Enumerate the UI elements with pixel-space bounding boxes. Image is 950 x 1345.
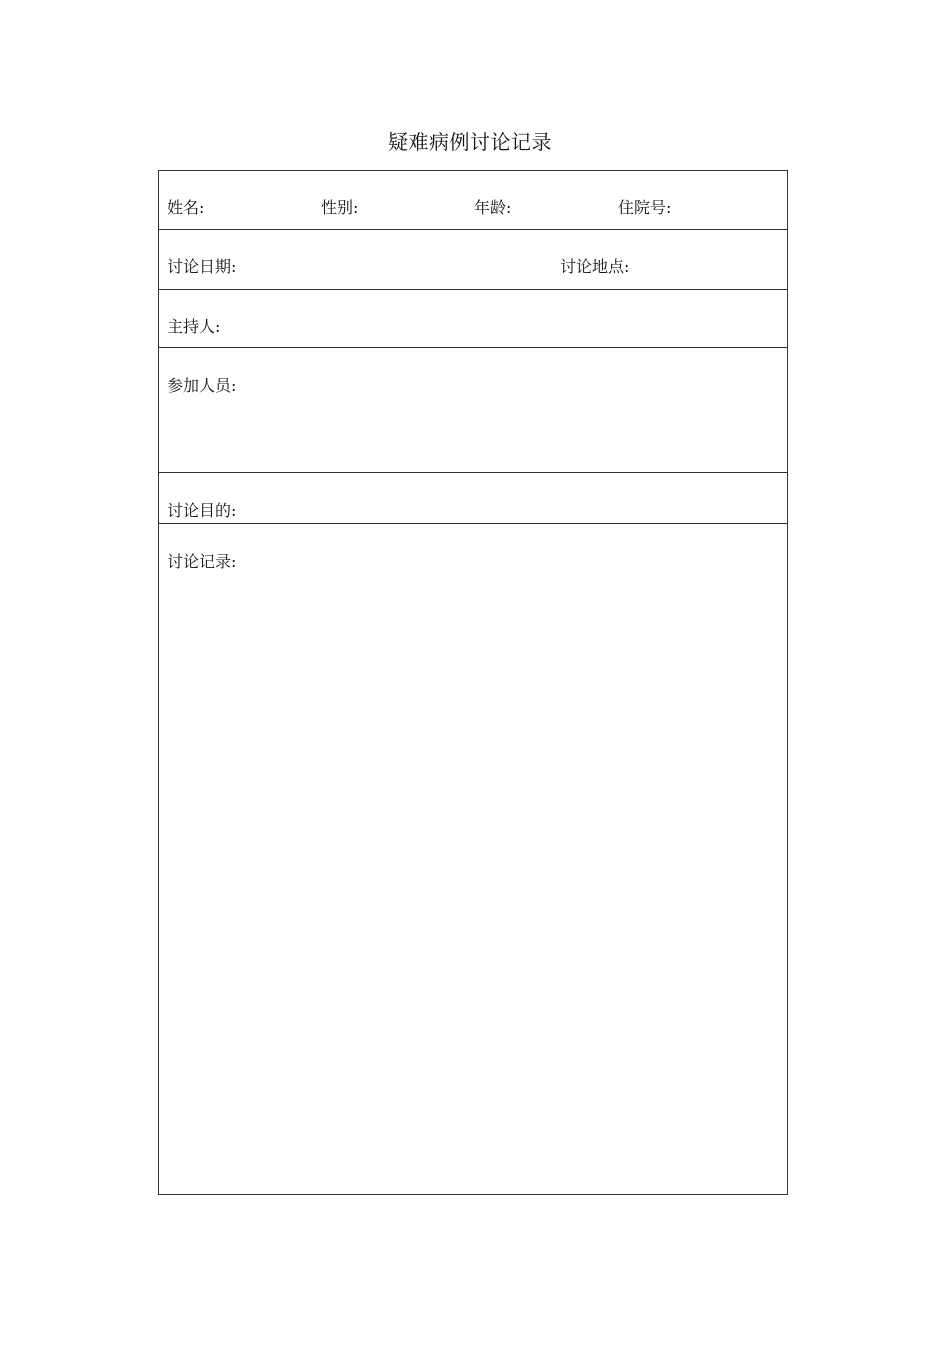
participants-row	[159, 348, 787, 473]
gender-label: 性别:	[321, 198, 359, 217]
admission-number-label: 住院号:	[618, 198, 672, 217]
date-location-row	[159, 230, 787, 290]
host-label: 主持人:	[167, 317, 221, 336]
participants-label: 参加人员:	[167, 376, 237, 395]
discussion-location-label: 讨论地点:	[560, 257, 630, 276]
discussion-date-label: 讨论日期:	[167, 257, 237, 276]
record-label: 讨论记录:	[167, 552, 237, 571]
page-title: 疑难病例讨论记录	[388, 130, 552, 154]
discussion-form-table	[158, 170, 788, 1195]
purpose-row	[159, 473, 787, 524]
host-row	[159, 290, 787, 348]
patient-info-row	[159, 171, 787, 230]
name-label: 姓名:	[167, 198, 205, 217]
age-label: 年龄:	[474, 198, 512, 217]
record-row	[159, 524, 787, 1194]
purpose-label: 讨论目的:	[167, 501, 237, 520]
